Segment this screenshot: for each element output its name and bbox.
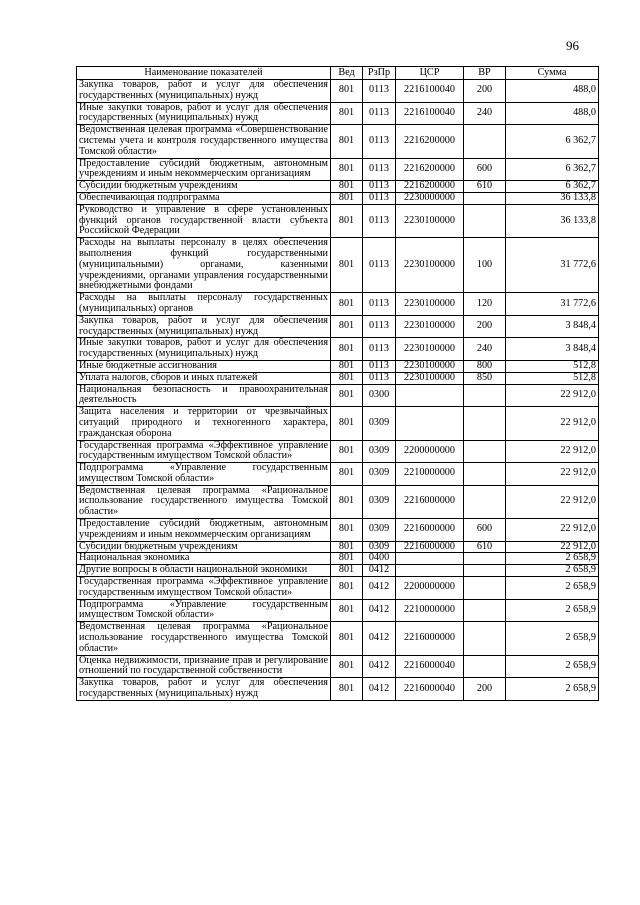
cell-vr: 200 <box>464 678 506 701</box>
table-row <box>77 384 599 407</box>
cell-sum: 2 658,9 <box>506 678 599 701</box>
cell-sum: 22 912,0 <box>506 541 599 553</box>
cell-rzpr: 0412 <box>363 655 396 678</box>
cell-ved: 801 <box>331 678 363 701</box>
table-row <box>77 238 599 293</box>
cell-rzpr: 0309 <box>363 519 396 542</box>
cell-rzpr: 0113 <box>363 204 396 237</box>
cell-ved: 801 <box>331 577 363 600</box>
cell-rzpr: 0113 <box>363 192 396 204</box>
cell-rzpr: 0113 <box>363 238 396 293</box>
cell-rzpr: 0113 <box>363 360 396 372</box>
header-sum: Сумма <box>506 67 599 80</box>
cell-csr: 2230100000 <box>396 315 464 338</box>
table-row <box>77 293 599 316</box>
header-name: Наименование показателей <box>77 67 331 80</box>
cell-rzpr: 0113 <box>363 158 396 181</box>
cell-csr: 2216200000 <box>396 125 464 158</box>
cell-sum: 512,8 <box>506 372 599 384</box>
cell-rzpr: 0400 <box>363 553 396 565</box>
table-row <box>77 485 599 518</box>
table-row <box>77 622 599 655</box>
cell-sum: 3 848,4 <box>506 315 599 338</box>
cell-rzpr: 0113 <box>363 372 396 384</box>
cell-rzpr: 0113 <box>363 102 396 125</box>
table-row <box>77 541 599 553</box>
cell-name: Закупка товаров, работ и услуг для обеспечения государственных (муниципальных) нужд <box>77 678 331 701</box>
cell-ved: 801 <box>331 519 363 542</box>
cell-name: Расходы на выплаты персоналу государственных (муниципальных) органов <box>77 293 331 316</box>
cell-name: Иные закупки товаров, работ и услуг для обеспечения государственных (муниципальных) нужд <box>77 102 331 125</box>
cell-sum: 6 362,7 <box>506 125 599 158</box>
cell-csr <box>396 407 464 440</box>
cell-sum: 2 658,9 <box>506 553 599 565</box>
cell-csr: 2200000000 <box>396 440 464 463</box>
cell-csr: 2230000000 <box>396 192 464 204</box>
cell-ved: 801 <box>331 181 363 193</box>
cell-rzpr: 0113 <box>363 80 396 103</box>
cell-sum: 6 362,7 <box>506 158 599 181</box>
cell-name: Ведомственная целевая программа «Рациональное использование государственного имущества Томской области» <box>77 622 331 655</box>
cell-csr: 2210000000 <box>396 463 464 486</box>
cell-sum: 488,0 <box>506 102 599 125</box>
cell-vr <box>464 192 506 204</box>
cell-csr: 2230100000 <box>396 293 464 316</box>
cell-csr: 2230100000 <box>396 204 464 237</box>
cell-vr <box>464 553 506 565</box>
table-row <box>77 655 599 678</box>
cell-sum: 22 912,0 <box>506 485 599 518</box>
cell-csr <box>396 553 464 565</box>
cell-ved: 801 <box>331 125 363 158</box>
cell-name: Субсидии бюджетным учреждениям <box>77 181 331 193</box>
cell-vr: 610 <box>464 181 506 193</box>
cell-rzpr: 0412 <box>363 577 396 600</box>
cell-sum: 6 362,7 <box>506 181 599 193</box>
cell-name: Закупка товаров, работ и услуг для обеспечения государственных (муниципальных) нужд <box>77 315 331 338</box>
cell-name: Иные закупки товаров, работ и услуг для обеспечения государственных (муниципальных) нужд <box>77 338 331 361</box>
cell-sum: 22 912,0 <box>506 440 599 463</box>
cell-csr: 2216100040 <box>396 102 464 125</box>
cell-ved: 801 <box>331 238 363 293</box>
cell-vr <box>464 463 506 486</box>
table-row <box>77 565 599 577</box>
cell-vr <box>464 655 506 678</box>
cell-ved: 801 <box>331 372 363 384</box>
cell-name: Национальная экономика <box>77 553 331 565</box>
cell-name: Подпрограмма «Управление государственным имуществом Томской области» <box>77 599 331 622</box>
cell-sum: 488,0 <box>506 80 599 103</box>
table-row <box>77 519 599 542</box>
cell-ved: 801 <box>331 622 363 655</box>
cell-sum: 31 772,6 <box>506 238 599 293</box>
cell-csr: 2216000040 <box>396 678 464 701</box>
cell-sum: 2 658,9 <box>506 655 599 678</box>
cell-vr <box>464 384 506 407</box>
cell-ved: 801 <box>331 192 363 204</box>
cell-sum: 36 133,8 <box>506 192 599 204</box>
cell-vr: 850 <box>464 372 506 384</box>
cell-vr <box>464 599 506 622</box>
cell-vr: 240 <box>464 338 506 361</box>
cell-ved: 801 <box>331 553 363 565</box>
cell-name: Обеспечивающая подпрограмма <box>77 192 331 204</box>
cell-ved: 801 <box>331 440 363 463</box>
cell-rzpr: 0309 <box>363 541 396 553</box>
cell-rzpr: 0309 <box>363 463 396 486</box>
cell-vr <box>464 125 506 158</box>
cell-vr <box>464 577 506 600</box>
cell-ved: 801 <box>331 565 363 577</box>
cell-vr: 610 <box>464 541 506 553</box>
cell-ved: 801 <box>331 102 363 125</box>
cell-rzpr: 0113 <box>363 293 396 316</box>
cell-csr: 2200000000 <box>396 577 464 600</box>
table-row <box>77 158 599 181</box>
cell-csr <box>396 384 464 407</box>
table-row <box>77 407 599 440</box>
cell-ved: 801 <box>331 360 363 372</box>
cell-name: Государственная программа «Эффективное управление государственным имуществом Томской области» <box>77 577 331 600</box>
cell-rzpr: 0113 <box>363 315 396 338</box>
cell-csr: 2230100000 <box>396 360 464 372</box>
cell-name: Оценка недвижимости, признание прав и регулирование отношений по государственной собственности <box>77 655 331 678</box>
cell-ved: 801 <box>331 315 363 338</box>
table-row <box>77 102 599 125</box>
header-vr: ВР <box>464 67 506 80</box>
cell-vr: 200 <box>464 80 506 103</box>
cell-rzpr: 0309 <box>363 485 396 518</box>
cell-csr: 2216100040 <box>396 80 464 103</box>
cell-csr: 2230100000 <box>396 372 464 384</box>
cell-csr: 2216200000 <box>396 181 464 193</box>
budget-table <box>76 66 599 701</box>
header-ved: Вед <box>331 67 363 80</box>
cell-name: Подпрограмма «Управление государственным имуществом Томской области» <box>77 463 331 486</box>
cell-name: Уплата налогов, сборов и иных платежей <box>77 372 331 384</box>
table-row <box>77 181 599 193</box>
cell-rzpr: 0412 <box>363 565 396 577</box>
cell-sum: 36 133,8 <box>506 204 599 237</box>
cell-csr: 2216000000 <box>396 519 464 542</box>
cell-name: Национальная безопасность и правоохранительная деятельность <box>77 384 331 407</box>
cell-rzpr: 0113 <box>363 181 396 193</box>
cell-sum: 512,8 <box>506 360 599 372</box>
table-row <box>77 204 599 237</box>
cell-vr: 600 <box>464 519 506 542</box>
cell-csr: 2216000000 <box>396 622 464 655</box>
cell-csr: 2216200000 <box>396 158 464 181</box>
cell-rzpr: 0412 <box>363 622 396 655</box>
cell-csr: 2230100000 <box>396 338 464 361</box>
cell-vr <box>464 407 506 440</box>
cell-rzpr: 0309 <box>363 407 396 440</box>
cell-vr <box>464 485 506 518</box>
cell-name: Расходы на выплаты персоналу в целях обеспечения выполнения функций государственными (муниципальными) органами, казенными учреждениями, органами управления государственными внебюджетными фондами <box>77 238 331 293</box>
cell-csr: 2216000040 <box>396 655 464 678</box>
header-csr: ЦСР <box>396 67 464 80</box>
cell-name: Субсидии бюджетным учреждениям <box>77 541 331 553</box>
table-row <box>77 80 599 103</box>
cell-ved: 801 <box>331 80 363 103</box>
table-row <box>77 577 599 600</box>
cell-name: Закупка товаров, работ и услуг для обеспечения государственных (муниципальных) нужд <box>77 80 331 103</box>
cell-ved: 801 <box>331 541 363 553</box>
cell-ved: 801 <box>331 463 363 486</box>
table-header-row <box>77 67 599 80</box>
cell-name: Иные бюджетные ассигнования <box>77 360 331 372</box>
cell-name: Другие вопросы в области национальной экономики <box>77 565 331 577</box>
cell-rzpr: 0300 <box>363 384 396 407</box>
cell-ved: 801 <box>331 158 363 181</box>
cell-name: Ведомственная целевая программа «Рациональное использование государственного имущества Томской области» <box>77 485 331 518</box>
cell-sum: 3 848,4 <box>506 338 599 361</box>
cell-vr <box>464 440 506 463</box>
table-row <box>77 463 599 486</box>
cell-ved: 801 <box>331 204 363 237</box>
table-row <box>77 372 599 384</box>
page-number: 96 <box>566 38 579 53</box>
cell-ved: 801 <box>331 407 363 440</box>
cell-rzpr: 0113 <box>363 125 396 158</box>
cell-sum: 31 772,6 <box>506 293 599 316</box>
table-row <box>77 360 599 372</box>
cell-name: Защита населения и территории от чрезвычайных ситуаций природного и техногенного характера, гражданская оборона <box>77 407 331 440</box>
cell-sum: 2 658,9 <box>506 622 599 655</box>
cell-sum: 22 912,0 <box>506 407 599 440</box>
cell-csr: 2216000000 <box>396 485 464 518</box>
cell-vr: 600 <box>464 158 506 181</box>
cell-sum: 2 658,9 <box>506 565 599 577</box>
cell-csr: 2230100000 <box>396 238 464 293</box>
cell-vr: 200 <box>464 315 506 338</box>
cell-sum: 22 912,0 <box>506 519 599 542</box>
table-row <box>77 125 599 158</box>
cell-ved: 801 <box>331 599 363 622</box>
cell-name: Предоставление субсидий бюджетным, автономным учреждениям и иным некоммерческим организациям <box>77 519 331 542</box>
cell-csr: 2210000000 <box>396 599 464 622</box>
cell-ved: 801 <box>331 338 363 361</box>
cell-name: Руководство и управление в сфере установленных функций органов государственной власти субъекта Российской Федерации <box>77 204 331 237</box>
cell-sum: 2 658,9 <box>506 577 599 600</box>
header-rzpr: РзПр <box>363 67 396 80</box>
table-row <box>77 678 599 701</box>
cell-sum: 22 912,0 <box>506 384 599 407</box>
cell-ved: 801 <box>331 485 363 518</box>
cell-name: Государственная программа «Эффективное управление государственным имуществом Томской области» <box>77 440 331 463</box>
table-row <box>77 440 599 463</box>
cell-ved: 801 <box>331 655 363 678</box>
cell-csr: 2216000000 <box>396 541 464 553</box>
cell-name: Предоставление субсидий бюджетным, автономным учреждениям и иным некоммерческим организациям <box>77 158 331 181</box>
table-row <box>77 599 599 622</box>
cell-ved: 801 <box>331 293 363 316</box>
cell-vr <box>464 565 506 577</box>
cell-sum: 22 912,0 <box>506 463 599 486</box>
cell-rzpr: 0113 <box>363 338 396 361</box>
cell-vr: 120 <box>464 293 506 316</box>
cell-vr: 100 <box>464 238 506 293</box>
cell-rzpr: 0309 <box>363 440 396 463</box>
cell-csr <box>396 565 464 577</box>
cell-ved: 801 <box>331 384 363 407</box>
cell-name: Ведомственная целевая программа «Совершенствование системы учета и контроля государственного имущества Томской области» <box>77 125 331 158</box>
cell-vr <box>464 204 506 237</box>
table-row <box>77 553 599 565</box>
table-row <box>77 338 599 361</box>
cell-sum: 2 658,9 <box>506 599 599 622</box>
table-row <box>77 315 599 338</box>
table-row <box>77 192 599 204</box>
cell-vr: 240 <box>464 102 506 125</box>
cell-vr: 800 <box>464 360 506 372</box>
cell-vr <box>464 622 506 655</box>
cell-rzpr: 0412 <box>363 678 396 701</box>
cell-rzpr: 0412 <box>363 599 396 622</box>
